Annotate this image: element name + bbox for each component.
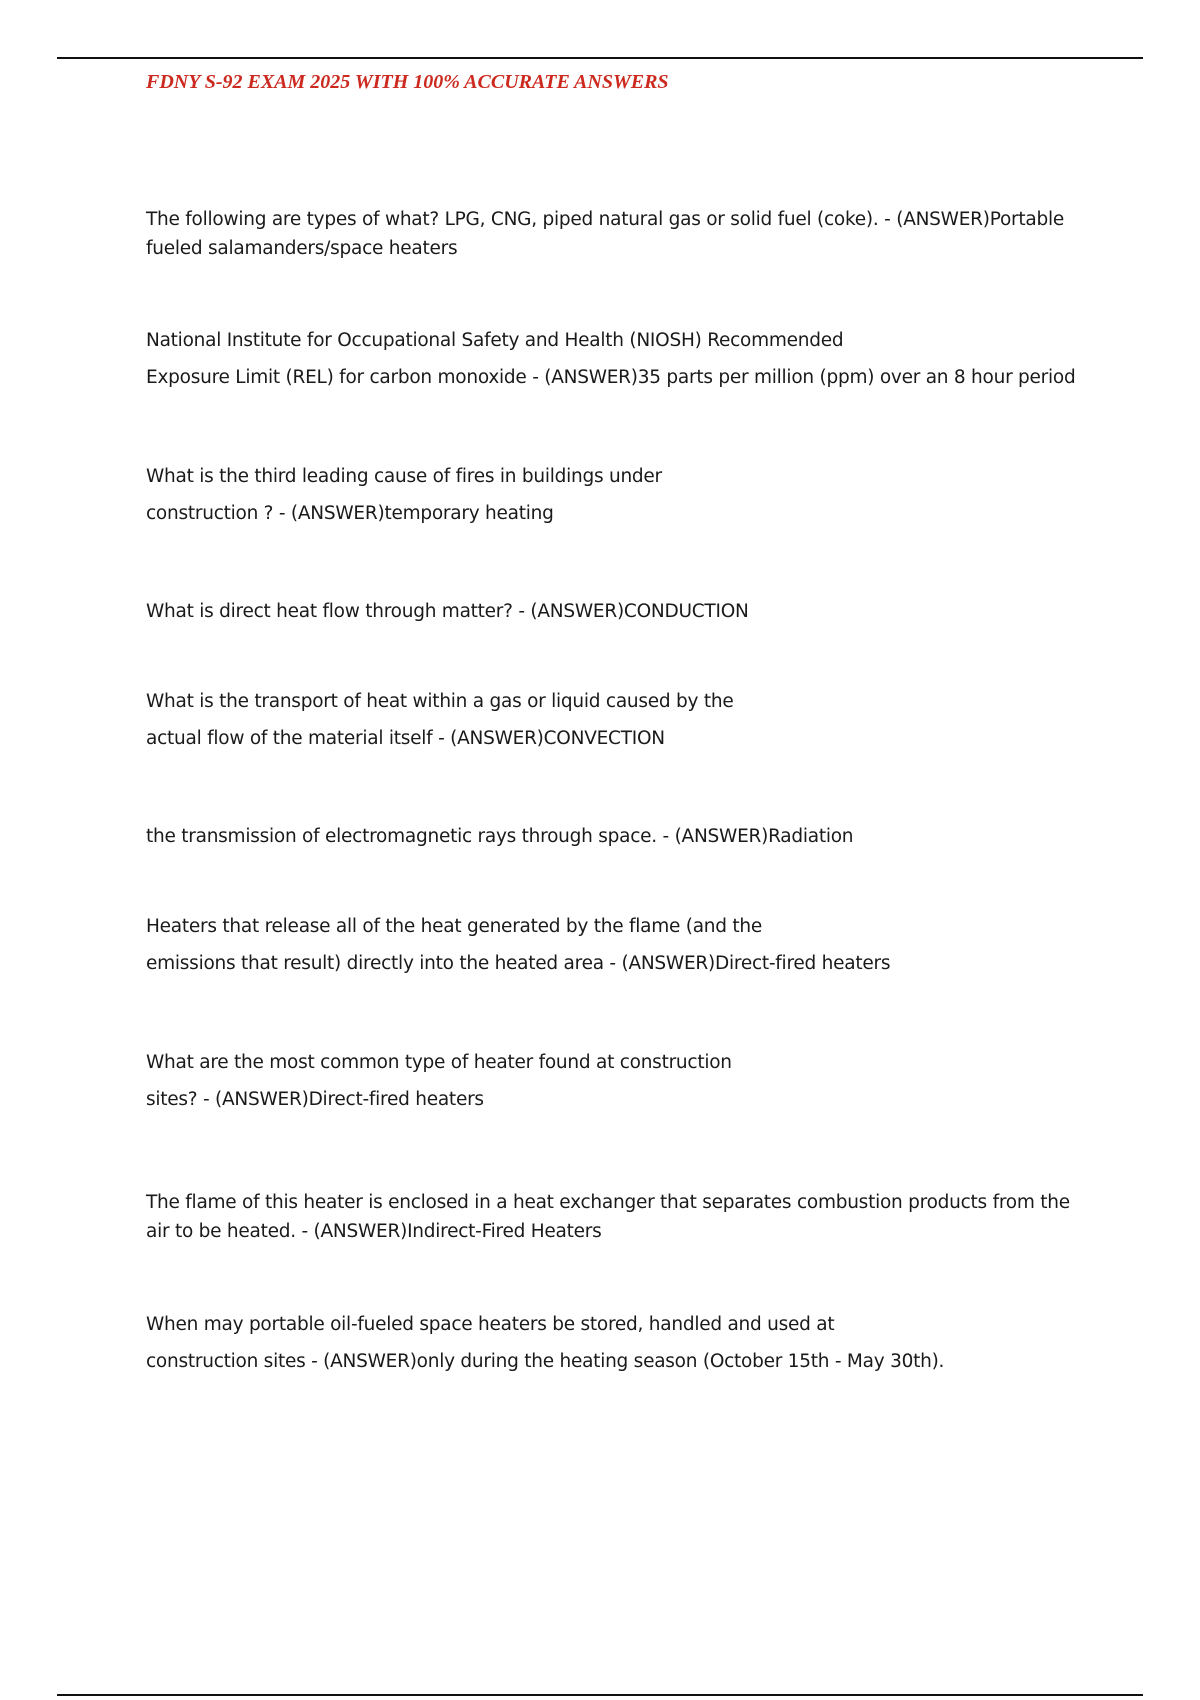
qa-line: actual flow of the material itself - (ANSWER)CONVECTION — [146, 728, 665, 749]
qa-line: What are the most common type of heater found at construction — [146, 1052, 732, 1073]
qa-text: The following are types of what? LPG, CNG, piped natural gas or solid fuel (coke). - (ANSWER)Portable fueled salamanders/space heaters — [146, 209, 1065, 259]
qa-item-9 — [146, 1188, 1086, 1246]
header-rule — [57, 57, 1143, 59]
qa-line: What is the transport of heat within a gas or liquid caused by the — [146, 691, 734, 712]
qa-item-8 — [146, 1041, 1086, 1114]
qa-line: What is the third leading cause of fires in buildings under — [146, 466, 662, 487]
qa-item-3 — [146, 455, 1086, 528]
qa-item-2 — [146, 319, 1086, 392]
qa-line: Heaters that release all of the heat generated by the flame (and the — [146, 916, 762, 937]
qa-text: The flame of this heater is enclosed in a heat exchanger that separates combustion products from the air to be heated. - (ANSWER)Indirect-Fired Heaters — [146, 1192, 1070, 1242]
qa-line: emissions that result) directly into the heated area - (ANSWER)Direct-fired heaters — [146, 953, 891, 974]
qa-line: Exposure Limit (REL) for carbon monoxide - (ANSWER)35 parts per million (ppm) over an 8 hour period — [146, 367, 1076, 388]
qa-item-1 — [146, 205, 1086, 263]
qa-item-4 — [146, 597, 1086, 626]
qa-line: When may portable oil-fueled space heaters be stored, handled and used at — [146, 1314, 835, 1335]
qa-item-6 — [146, 822, 1086, 851]
qa-item-5 — [146, 680, 1086, 753]
footer-rule — [57, 1694, 1143, 1696]
document-title: FDNY S-92 EXAM 2025 WITH 100% ACCURATE ANSWERS — [146, 71, 669, 93]
qa-line: construction sites - (ANSWER)only during the heating season (October 15th - May 30th). — [146, 1351, 945, 1372]
qa-line: the transmission of electromagnetic rays through space. - (ANSWER)Radiation — [146, 826, 854, 847]
qa-item-10 — [146, 1303, 1086, 1376]
qa-item-7 — [146, 905, 1086, 978]
qa-line: construction ? - (ANSWER)temporary heating — [146, 503, 554, 524]
qa-line: What is direct heat flow through matter? - (ANSWER)CONDUCTION — [146, 601, 749, 622]
qa-line: sites? - (ANSWER)Direct-fired heaters — [146, 1089, 484, 1110]
qa-line: National Institute for Occupational Safety and Health (NIOSH) Recommended — [146, 330, 844, 351]
